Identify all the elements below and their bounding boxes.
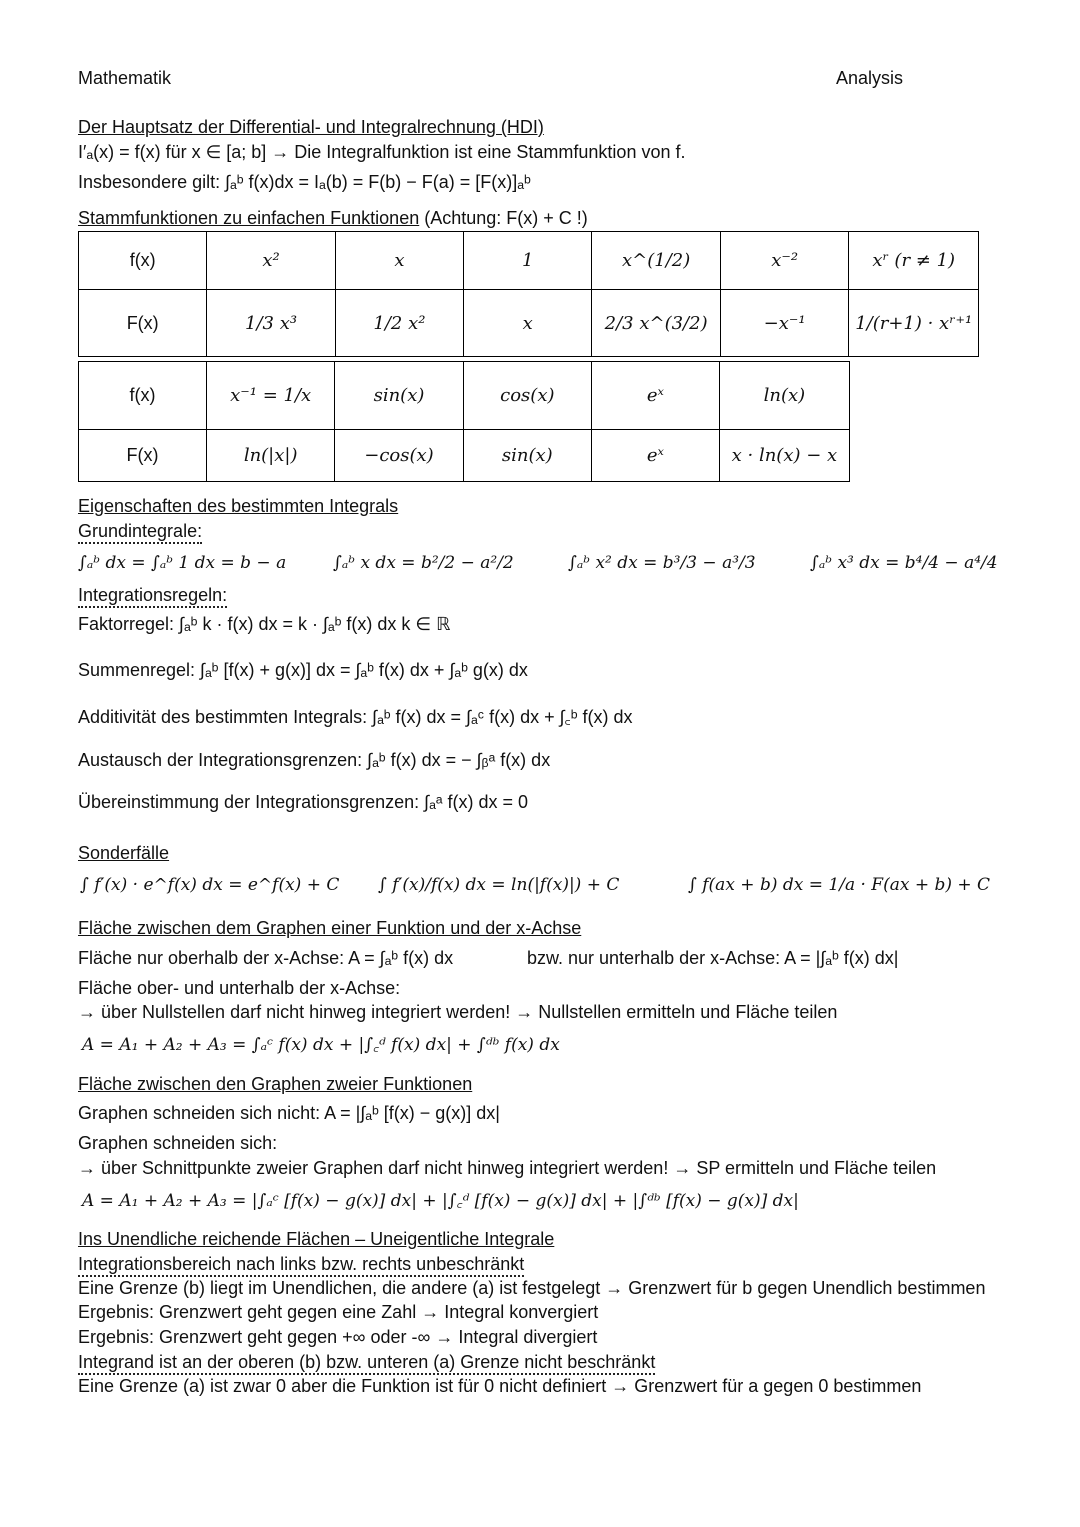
stamm-table-2 xyxy=(78,361,850,482)
table1-f-cell: x^(1/2) xyxy=(592,232,721,290)
table2-F-cell: −cos(x) xyxy=(335,430,463,482)
stamm-title: Stammfunktionen zu einfachen Funktionen xyxy=(78,208,420,228)
summenregel: Summenregel: ∫ₐᵇ [f(x) + g(x)] dx = ∫ₐᵇ f(x) dx + ∫ₐᵇ g(x) dx xyxy=(78,660,528,680)
uneigentlich-line: Eine Grenze (a) ist zwar 0 aber die Funktion ist für 0 nicht definiert → Grenzwert für a gegen 0 bestimmen xyxy=(78,1376,922,1396)
stamm-table-1 xyxy=(78,231,979,357)
flaeche-teilung-formula: A = A₁ + A₂ + A₃ = ∫ₐᶜ f(x) dx + |∫꜀ᵈ f(x) dx| + ∫ᵈᵇ f(x) dx xyxy=(82,1035,560,1055)
hdi-title: Der Hauptsatz der Differential- und Integralrechnung (HDI) xyxy=(78,117,544,137)
grundintegral-formula: ∫ₐᵇ x³ dx = b⁴/4 − a⁴/4 xyxy=(810,553,998,573)
stamm-note: (Achtung: F(x) + C !) xyxy=(419,208,588,228)
sonderfall-formula: ∫ f′(x)/f(x) dx = ln(|f(x)|) + C xyxy=(378,875,620,895)
table1-F-cell: 1/3 x³ xyxy=(207,290,335,357)
schnittpunkte-hinweis: → über Schnittpunkte zweier Graphen darf nicht hinweg integriert werden! → SP ermitteln und Fläche teilen xyxy=(78,1158,937,1178)
table1-f-cell: x⁻² xyxy=(720,232,848,290)
table1-F-cell: −x⁻¹ xyxy=(720,290,848,357)
table1-f-cell: 1 xyxy=(464,232,592,290)
table2-f-cell: sin(x) xyxy=(335,362,463,430)
sonderfaelle-title: Sonderfälle xyxy=(78,843,170,863)
graphen-schneiden-nicht: Graphen schneiden sich nicht: A = |∫ₐᵇ [f(x) − g(x)] dx| xyxy=(78,1103,500,1123)
grundintegral-formula: ∫ₐᵇ x dx = b²/2 − a²/2 xyxy=(333,553,514,573)
hdi-line2: Insbesondere gilt: ∫ₐᵇ f(x)dx = Iₐ(b) = F(b) − F(a) = [F(x)]ₐᵇ xyxy=(78,172,531,192)
nullstellen-hinweis: → über Nullstellen darf nicht hinweg integriert werden! → Nullstellen ermitteln und Fläche teilen xyxy=(78,1002,838,1022)
stamm-heading xyxy=(78,208,588,229)
faktorregel: Faktorregel: ∫ₐᵇ k · f(x) dx = k · ∫ₐᵇ f(x) dx k ∈ ℝ xyxy=(78,614,451,634)
table2-F-cell: x · ln(x) − x xyxy=(719,430,849,482)
integrand-subtitle: Integrand ist an der oberen (b) bzw. unteren (a) Grenze nicht beschränkt xyxy=(78,1352,655,1375)
subject-label: Mathematik xyxy=(78,68,172,88)
topic-label: Analysis xyxy=(836,68,904,88)
austausch-grenzen: Austausch der Integrationsgrenzen: ∫ₐᵇ f(x) dx = − ∫ᵦᵃ f(x) dx xyxy=(78,750,551,770)
table1-F-label: F(x) xyxy=(79,290,207,357)
uneigentliche-title: Ins Unendliche reichende Flächen – Uneigentliche Integrale xyxy=(78,1229,555,1249)
unbeschraenkt-subtitle: Integrationsbereich nach links bzw. rechts unbeschränkt xyxy=(78,1254,524,1277)
uneigentlich-line: Eine Grenze (b) liegt im Unendlichen, die andere (a) ist festgelegt → Grenzwert für b gegen Unendlich bestimmen xyxy=(78,1278,986,1298)
table2-f-cell: x⁻¹ = 1/x xyxy=(207,362,335,430)
flaeche-unterhalb: bzw. nur unterhalb der x-Achse: A = |∫ₐᵇ f(x) dx| xyxy=(527,948,899,968)
uebereinstimmung-grenzen: Übereinstimmung der Integrationsgrenzen: ∫ₐᵃ f(x) dx = 0 xyxy=(78,792,529,812)
table2-F-cell: eˣ xyxy=(591,430,719,482)
table2-f-cell: eˣ xyxy=(591,362,719,430)
integrationsregeln-title: Integrationsregeln: xyxy=(78,585,227,608)
additivitaet: Additivität des bestimmten Integrals: ∫ₐᵇ f(x) dx = ∫ₐᶜ f(x) dx + ∫꜀ᵇ f(x) dx xyxy=(78,707,633,727)
flaeche-oberhalb: Fläche nur oberhalb der x-Achse: A = ∫ₐᵇ f(x) dx xyxy=(78,948,454,968)
table2-f-label: f(x) xyxy=(79,362,207,430)
hdi-line1: I′ₐ(x) = f(x) für x ∈ [a; b] → Die Integralfunktion ist eine Stammfunktion von f. xyxy=(78,142,686,162)
table1-F-cell: 1/(r+1) · xʳ⁺¹ xyxy=(849,290,979,357)
table1-f-label: f(x) xyxy=(79,232,207,290)
table2-F-cell: sin(x) xyxy=(463,430,591,482)
grundintegrale-title: Grundintegrale: xyxy=(78,521,202,544)
sonderfall-formula: ∫ f(ax + b) dx = 1/a · F(ax + b) + C xyxy=(688,875,991,895)
flaeche-zwei-funktionen-title: Fläche zwischen den Graphen zweier Funktionen xyxy=(78,1074,473,1094)
flaeche-ober-unterhalb: Fläche ober- und unterhalb der x-Achse: xyxy=(78,978,401,998)
table2-f-cell: cos(x) xyxy=(463,362,591,430)
table2-F-label: F(x) xyxy=(79,430,207,482)
grundintegral-formula: ∫ₐᵇ dx = ∫ₐᵇ 1 dx = b − a xyxy=(78,553,287,573)
flaeche-zwei-formula: A = A₁ + A₂ + A₃ = |∫ₐᶜ [f(x) − g(x)] dx| + |∫꜀ᵈ [f(x) − g(x)] dx| + |∫ᵈᵇ [f(x) − g(x)] dx| xyxy=(82,1191,799,1211)
table2-f-cell: ln(x) xyxy=(719,362,849,430)
table1-f-cell: x² xyxy=(207,232,335,290)
table1-F-cell: 1/2 x² xyxy=(335,290,463,357)
table1-F-cell: x xyxy=(464,290,592,357)
flaeche-funktion-xachse-title: Fläche zwischen dem Graphen einer Funktion und der x-Achse xyxy=(78,918,582,938)
uneigentlich-line: Ergebnis: Grenzwert geht gegen eine Zahl → Integral konvergiert xyxy=(78,1302,599,1322)
table1-f-cell: x xyxy=(335,232,463,290)
table1-F-cell: 2/3 x^(3/2) xyxy=(592,290,721,357)
sonderfall-formula: ∫ f′(x) · e^f(x) dx = e^f(x) + C xyxy=(80,875,340,895)
graphen-schneiden: Graphen schneiden sich: xyxy=(78,1133,278,1153)
table2-F-cell: ln(|x|) xyxy=(207,430,335,482)
table1-f-cell: xʳ (r ≠ 1) xyxy=(849,232,979,290)
uneigentlich-line: Ergebnis: Grenzwert geht gegen +∞ oder -∞ → Integral divergiert xyxy=(78,1327,598,1347)
eigenschaften-title: Eigenschaften des bestimmten Integrals xyxy=(78,496,399,516)
grundintegral-formula: ∫ₐᵇ x² dx = b³/3 − a³/3 xyxy=(568,553,756,573)
